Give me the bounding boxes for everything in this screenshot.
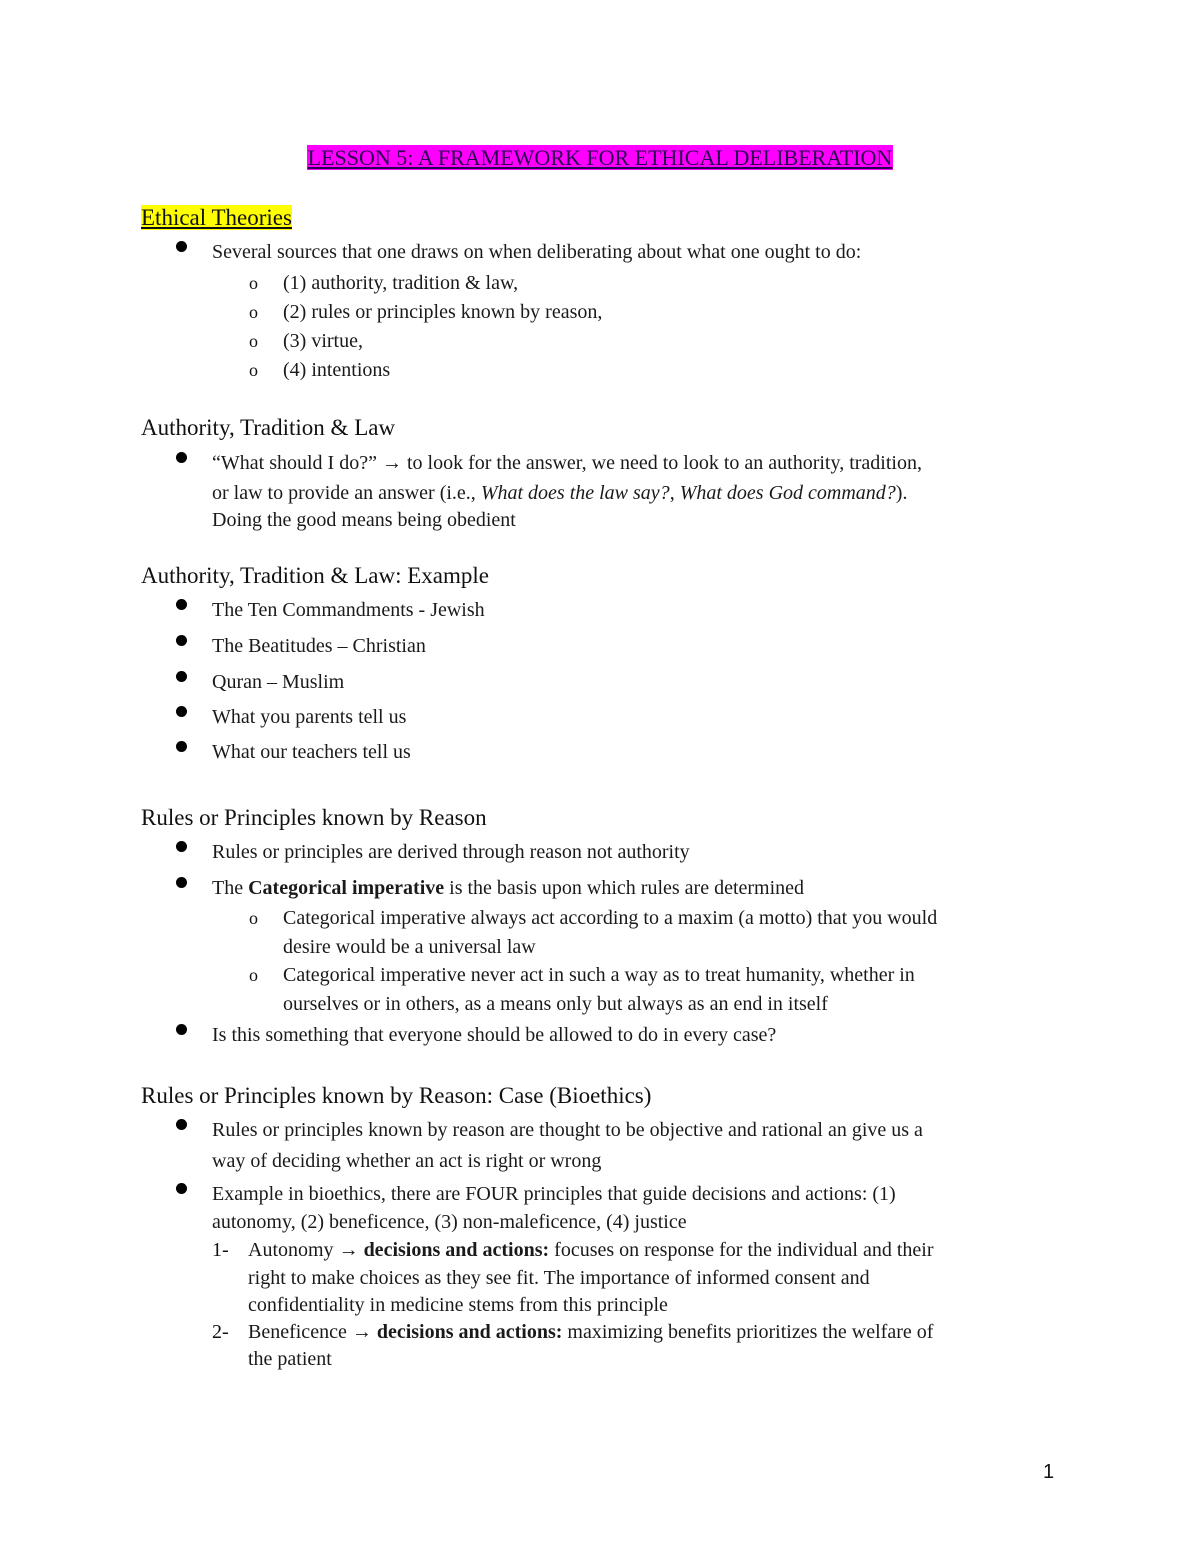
list-number: 1- [212,1239,229,1261]
bullet-icon [176,877,187,888]
bullet-icon [176,635,187,646]
arrow-icon: → [351,1321,372,1343]
list-item: Is this something that everyone should be allowed to do in every case? [212,1024,777,1046]
list-item: (4) intentions [283,359,391,381]
heading-rules-case: Rules or Principles known by Reason: Case (Bioethics) [141,1083,652,1108]
list-item: (1) authority, tradition & law, [283,272,519,294]
list-item: Several sources that one draws on when deliberating about what one ought to do: [212,241,862,263]
list-item-continued: Doing the good means being obedient [212,509,516,531]
list-item: What you parents tell us [212,706,407,728]
bullet-icon [176,741,187,752]
arrow-icon: → [381,452,402,474]
bullet-icon [176,241,187,252]
list-item: Rules or principles are derived through reason not authority [212,841,690,863]
sub-bullet-icon: o [249,908,258,928]
list-item-continued: or law to provide an answer (i.e., What does the law say?, What does God command?). [212,482,908,504]
list-item: Categorical imperative always act according to a maxim (a motto) that you would [283,907,938,929]
bullet-icon [176,706,187,717]
bullet-icon [176,1024,187,1035]
list-item: Quran – Muslim [212,671,345,693]
sub-bullet-icon: o [249,273,258,293]
numbered-item-continued: confidentiality in medicine stems from this principle [248,1294,668,1316]
numbered-item: Autonomy → decisions and actions: focuses on response for the individual and their [248,1239,934,1261]
sub-bullet-icon: o [249,360,258,380]
list-item: Categorical imperative never act in such a way as to treat humanity, whether in [283,964,915,986]
page-number: 1 [1043,1461,1055,1483]
heading-authority-example: Authority, Tradition & Law: Example [141,563,489,588]
numbered-item-continued: right to make choices as they see fit. The importance of informed consent and [248,1267,870,1289]
bullet-icon [176,671,187,682]
list-item: The Ten Commandments - Jewish [212,599,485,621]
list-item: “What should I do?” → to look for the answer, we need to look to an authority, tradition, [212,452,922,474]
sub-bullet-icon: o [249,331,258,351]
list-item: (2) rules or principles known by reason, [283,301,603,323]
list-item-continued: desire would be a universal law [283,936,536,958]
bullet-icon [176,1183,187,1194]
bullet-icon [176,841,187,852]
list-item: The Beatitudes – Christian [212,635,426,657]
bullet-icon [176,599,187,610]
list-item-continued: autonomy, (2) beneficence, (3) non-maleficence, (4) justice [212,1211,687,1233]
list-item-continued: way of deciding whether an act is right or wrong [212,1150,602,1172]
sub-bullet-icon: o [249,965,258,985]
list-item: Example in bioethics, there are FOUR principles that guide decisions and actions: (1) [212,1183,896,1205]
bullet-icon [176,1119,187,1130]
numbered-item-continued: the patient [248,1348,332,1370]
list-item-continued: ourselves or in others, as a means only but always as an end in itself [283,993,828,1015]
bullet-icon [176,452,187,463]
heading-ethical-theories: Ethical Theories [141,205,292,230]
heading-rules: Rules or Principles known by Reason [141,805,487,830]
list-item: The Categorical imperative is the basis upon which rules are determined [212,877,805,899]
arrow-icon: → [338,1239,359,1261]
list-item: (3) virtue, [283,330,363,352]
sub-bullet-icon: o [249,302,258,322]
list-number: 2- [212,1321,229,1343]
list-item: What our teachers tell us [212,741,411,763]
numbered-item: Beneficence → decisions and actions: maximizing benefits prioritizes the welfare of [248,1321,934,1343]
heading-authority: Authority, Tradition & Law [141,415,396,440]
list-item: Rules or principles known by reason are thought to be objective and rational an give us a [212,1119,923,1141]
page-title: LESSON 5: A FRAMEWORK FOR ETHICAL DELIBERATION [307,145,893,170]
